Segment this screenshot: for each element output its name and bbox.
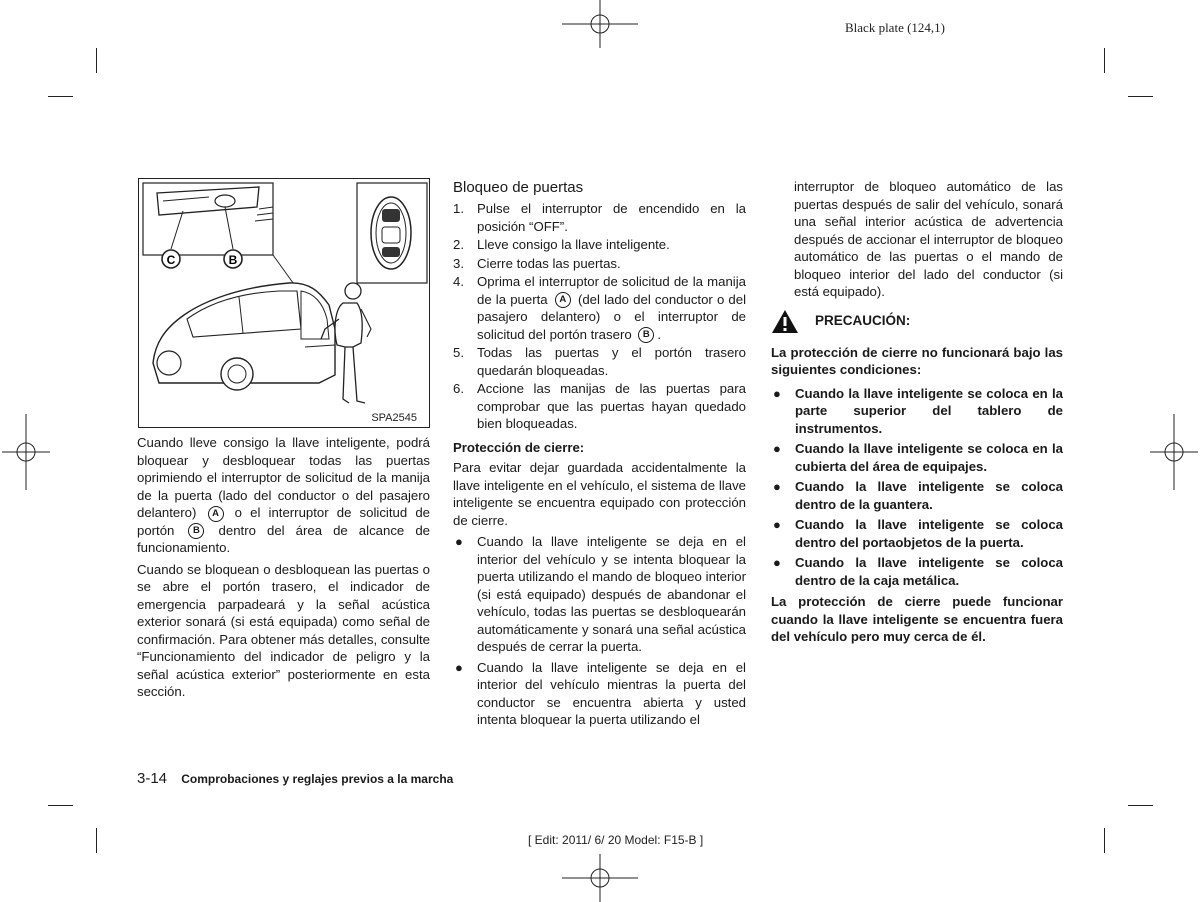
list-item: 3. Cierre todas las puertas. — [453, 255, 621, 271]
marker-b: B — [638, 327, 654, 343]
marker-a: A — [555, 292, 571, 308]
confirmation-paragraph: Cuando se bloquean o desbloquean las puertas o se abre el portón trasero, el indicador de emergencia parpadeará y la señal acústica exterior sonará (si está equipada) como señal de confirmación. Para obtener más detalles, consulte “Funcionamiento del indicador de peligro y la señal acústica exterior” posteriormente en esta sección. — [137, 561, 430, 700]
callout-b: B — [228, 253, 238, 267]
list-item: ● Cuando la llave inteligente se coloca en la cubierta del área de equipajes. — [773, 441, 1063, 474]
car-key-illustration — [139, 179, 429, 427]
caution-title: PRECAUCIÓN: — [815, 313, 911, 329]
registration-mark-right — [1150, 412, 1200, 492]
p1-text-c: dentro del área de alcance de funcionamiento. — [137, 522, 430, 556]
figure-code: SPA2545 — [371, 412, 417, 424]
caution-conditions — [771, 385, 1063, 590]
p1-text-b: o el interruptor de solicitud de portón — [137, 505, 430, 538]
marker-b: B — [188, 523, 204, 539]
lockout-bullets — [453, 533, 746, 729]
illustration-figure — [138, 178, 430, 428]
page-footer — [137, 770, 453, 787]
list-item: 5. Todas las puertas y el portón trasero quedarán bloqueadas. — [453, 345, 746, 378]
caution-intro: La protección de cierre no funcionará bajo las siguientes condiciones: — [771, 344, 1063, 377]
registration-mark-left — [0, 412, 50, 492]
edit-info: [ Edit: 2011/ 6/ 20 Model: F15-B ] — [528, 833, 704, 847]
section-title: Bloqueo de puertas — [453, 179, 584, 196]
marker-a: A — [208, 506, 224, 522]
page-number: 3-14 — [137, 770, 168, 787]
list-item: 1. Pulse el interruptor de encendido en la posición “OFF”. — [453, 201, 746, 234]
lockout-intro: Para evitar dejar guardada accidentalmente la llave inteligente en el vehículo, el sistema de llave inteligente se encuentra equipado con protección de cierre. — [453, 460, 746, 528]
list-item: ● Cuando la llave inteligente se coloca dentro de la guantera. — [773, 479, 1063, 512]
caution-closing: La protección de cierre puede funcionar cuando la llave inteligente se encuentra fuera del vehículo pero muy cerca de él. — [771, 594, 1063, 644]
list-item: 4. Oprima el interruptor de solicitud de la manija de la puerta A (del lado del conductor o del pasajero delantero) o el interruptor de solicitud del portón trasero B . — [453, 274, 747, 342]
plate-label: Black plate (124,1) — [845, 20, 945, 35]
list-item: ● Cuando la llave inteligente se deja en el interior del vehículo mientras la puerta del conductor se encuentra abierta y usted intenta bloquear la puerta utilizando el — [455, 659, 746, 728]
column-middle — [453, 178, 746, 732]
list-item: ● Cuando la llave inteligente se coloca dentro del portaobjetos de la puerta. — [773, 517, 1063, 550]
p1-text-a: Cuando lleve consigo la llave inteligente, podrá bloquear y desbloquear todas las puertas oprimiendo el interruptor de solicitud de la manija de la puerta (lado del conductor o del pasajero delantero) — [137, 435, 430, 520]
list-item: ● Cuando la llave inteligente se coloca dentro de la caja metálica. — [773, 555, 1063, 588]
smart-key-paragraph — [137, 434, 430, 557]
callout-c: C — [166, 253, 176, 267]
lockout-subheading: Protección de cierre: — [453, 439, 585, 455]
caution-heading — [771, 309, 1063, 334]
list-item: ● Cuando la llave inteligente se coloca en la parte superior del tablero de instrumentos. — [773, 385, 1063, 436]
column-right — [771, 178, 1063, 650]
list-item: 6. Accione las manijas de las puertas para comprobar que las puertas hayan quedado bien bloqueadas. — [453, 381, 746, 432]
steps-list — [453, 200, 746, 433]
registration-mark-top — [560, 0, 640, 50]
chapter-title: Comprobaciones y reglajes previos a la marcha — [181, 772, 454, 786]
list-item: 2. Lleve consigo la llave inteligente. — [453, 237, 670, 252]
list-item: ● Cuando la llave inteligente se deja en el interior del vehículo y se intenta bloquear la puerta utilizando el mando de bloqueo interior (si está equipado) después de abandonar el vehículo, todas las puertas se desbloquearán automáticamente y sonará una señal acústica después de cerrar la puerta. — [455, 534, 746, 655]
column-left — [137, 434, 430, 705]
continued-paragraph: interruptor de bloqueo automático de las puertas después de salir del vehículo, sonará una señal interior acústica de advertencia después de accionar el interruptor de bloqueo automático de las puertas o el mando de bloqueo interior del lado del conductor (si está equipado). — [794, 179, 1063, 299]
registration-mark-bottom — [560, 852, 640, 902]
warning-triangle-icon — [771, 309, 799, 334]
